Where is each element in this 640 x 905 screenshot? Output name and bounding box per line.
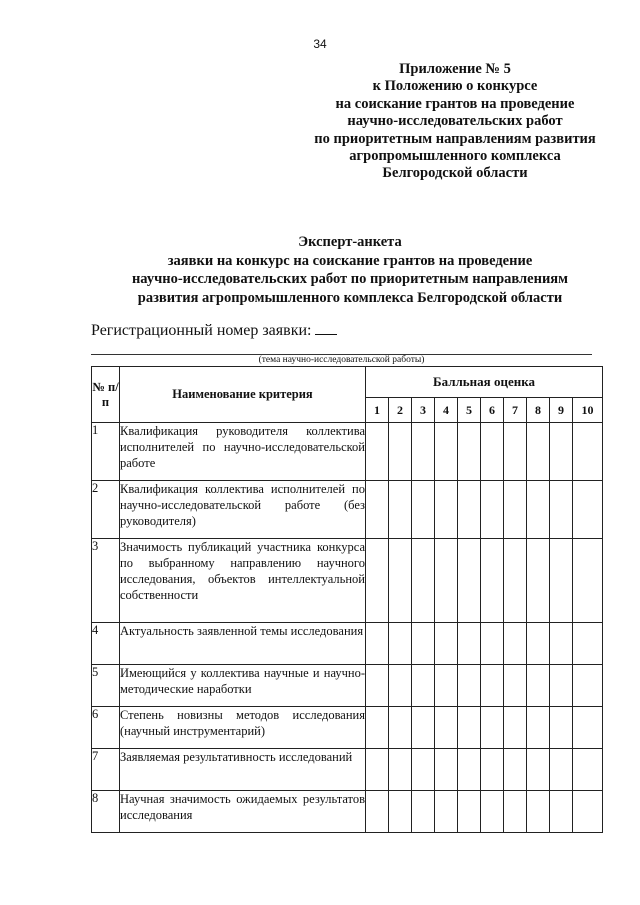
- appendix-line: Белгородской области: [382, 165, 528, 182]
- score-cell[interactable]: [366, 707, 389, 749]
- score-cell[interactable]: [481, 623, 504, 665]
- score-cell[interactable]: [412, 749, 435, 791]
- score-cell[interactable]: [389, 707, 412, 749]
- score-cell[interactable]: [458, 665, 481, 707]
- score-cell[interactable]: [527, 749, 550, 791]
- appendix-line: по приоритетным направлениям развития: [314, 130, 596, 147]
- score-cell[interactable]: [412, 791, 435, 833]
- score-cell[interactable]: [504, 481, 527, 539]
- title-line: развития агропромышленного комплекса Белгородской области: [137, 289, 563, 306]
- header-criterion: Наименование критерия: [120, 367, 366, 423]
- registration-blank[interactable]: [315, 320, 337, 335]
- score-cell[interactable]: [481, 481, 504, 539]
- score-cell[interactable]: [412, 665, 435, 707]
- theme-caption: (тема научно-исследовательской работы): [258, 355, 425, 365]
- table-row: [92, 791, 603, 833]
- title-line: Эксперт-анкета: [298, 234, 402, 250]
- score-cell[interactable]: [435, 623, 458, 665]
- score-cell[interactable]: [435, 791, 458, 833]
- score-cell[interactable]: [504, 423, 527, 481]
- score-cell[interactable]: [389, 623, 412, 665]
- score-cell[interactable]: [435, 481, 458, 539]
- row-criterion: Степень новизны методов исследования (научный инструментарий): [120, 707, 366, 749]
- table-row: [92, 539, 603, 623]
- row-criterion: Имеющийся у коллектива научные и научно-методические наработки: [120, 665, 366, 707]
- score-cell[interactable]: [550, 623, 573, 665]
- table-row: [92, 665, 603, 707]
- score-cell[interactable]: [573, 791, 603, 833]
- score-cell[interactable]: [527, 707, 550, 749]
- row-criterion: Научная значимость ожидаемых результатов исследования: [120, 791, 366, 833]
- page-number: 34: [313, 37, 327, 51]
- score-cell[interactable]: [366, 665, 389, 707]
- score-cell[interactable]: [458, 423, 481, 481]
- title-line: научно-исследовательских работ по приоритетным направлениям: [131, 271, 569, 288]
- score-cell[interactable]: [573, 423, 603, 481]
- table-row: [92, 707, 603, 749]
- score-cell[interactable]: [389, 665, 412, 707]
- document-title: [70, 233, 630, 307]
- score-cell[interactable]: [504, 539, 527, 623]
- score-cell[interactable]: [481, 665, 504, 707]
- score-cell[interactable]: [412, 481, 435, 539]
- title-line: заявки на конкурс на соискание грантов на проведение: [167, 252, 533, 269]
- score-column-header: 9: [550, 398, 573, 423]
- score-cell[interactable]: [504, 707, 527, 749]
- row-number: 7: [92, 749, 120, 791]
- score-cell[interactable]: [550, 539, 573, 623]
- score-column-header: 7: [504, 398, 527, 423]
- score-column-header: 2: [389, 398, 412, 423]
- header-score: Балльная оценка: [366, 367, 603, 398]
- score-cell[interactable]: [504, 749, 527, 791]
- score-cell[interactable]: [550, 707, 573, 749]
- row-criterion: Значимость публикаций участника конкурса по выбранному направлению научного исследования, объектов интеллектуальной собственности: [120, 539, 366, 623]
- row-criterion: Квалификация руководителя коллектива исполнителей по научно-исследовательской работе: [120, 423, 366, 481]
- score-cell[interactable]: [458, 791, 481, 833]
- score-cell[interactable]: [527, 423, 550, 481]
- score-cell[interactable]: [527, 623, 550, 665]
- score-cell[interactable]: [458, 707, 481, 749]
- score-cell[interactable]: [366, 791, 389, 833]
- score-cell[interactable]: [504, 791, 527, 833]
- score-cell[interactable]: [389, 539, 412, 623]
- score-cell[interactable]: [550, 481, 573, 539]
- registration-label: Регистрационный номер заявки:: [91, 322, 312, 339]
- score-cell[interactable]: [527, 539, 550, 623]
- score-cell[interactable]: [527, 791, 550, 833]
- score-cell[interactable]: [481, 707, 504, 749]
- row-criterion: Заявляемая результативность исследований: [120, 749, 366, 791]
- table-row: [92, 423, 603, 481]
- score-cell[interactable]: [389, 791, 412, 833]
- score-cell[interactable]: [573, 665, 603, 707]
- score-cell[interactable]: [481, 791, 504, 833]
- score-column-header: 3: [412, 398, 435, 423]
- row-number: 5: [92, 665, 120, 707]
- score-cell[interactable]: [527, 481, 550, 539]
- score-column-header: 8: [527, 398, 550, 423]
- score-cell[interactable]: [435, 707, 458, 749]
- score-cell[interactable]: [458, 539, 481, 623]
- appendix-line: Приложение № 5: [399, 61, 511, 77]
- score-cell[interactable]: [458, 749, 481, 791]
- criteria-table: [91, 366, 603, 833]
- score-cell[interactable]: [527, 665, 550, 707]
- score-cell[interactable]: [412, 423, 435, 481]
- appendix-line: к Положению о конкурсе: [372, 78, 538, 95]
- score-cell[interactable]: [412, 539, 435, 623]
- score-cell[interactable]: [504, 665, 527, 707]
- score-cell[interactable]: [481, 749, 504, 791]
- score-cell[interactable]: [435, 423, 458, 481]
- row-number: 4: [92, 623, 120, 665]
- score-column-header: 5: [458, 398, 481, 423]
- score-cell[interactable]: [573, 623, 603, 665]
- score-cell[interactable]: [435, 539, 458, 623]
- score-cell[interactable]: [389, 749, 412, 791]
- header-number: № п/п: [92, 367, 120, 423]
- row-number: 6: [92, 707, 120, 749]
- row-number: 8: [92, 791, 120, 833]
- score-cell[interactable]: [573, 707, 603, 749]
- score-column-header: 10: [573, 398, 603, 423]
- score-cell[interactable]: [550, 749, 573, 791]
- score-cell[interactable]: [504, 623, 527, 665]
- score-cell[interactable]: [550, 791, 573, 833]
- row-criterion: Квалификация коллектива исполнителей по научно-исследовательской работе (без руководителя): [120, 481, 366, 539]
- score-cell[interactable]: [481, 423, 504, 481]
- score-cell[interactable]: [573, 539, 603, 623]
- table-row: [92, 749, 603, 791]
- score-cell[interactable]: [389, 423, 412, 481]
- row-criterion: Актуальность заявленной темы исследования: [120, 623, 366, 665]
- appendix-line: агропромышленного комплекса: [349, 148, 561, 165]
- score-cell[interactable]: [366, 749, 389, 791]
- registration-number-field: [91, 320, 337, 340]
- score-cell[interactable]: [458, 623, 481, 665]
- score-cell[interactable]: [550, 423, 573, 481]
- table-row: [92, 623, 603, 665]
- score-column-header: 4: [435, 398, 458, 423]
- appendix-heading: [280, 61, 630, 183]
- score-cell[interactable]: [366, 481, 389, 539]
- score-cell[interactable]: [435, 665, 458, 707]
- row-number: 3: [92, 539, 120, 623]
- score-cell[interactable]: [366, 539, 389, 623]
- score-cell[interactable]: [481, 539, 504, 623]
- score-cell[interactable]: [573, 749, 603, 791]
- table-row: [92, 481, 603, 539]
- row-number: 2: [92, 481, 120, 539]
- score-cell[interactable]: [366, 423, 389, 481]
- score-cell[interactable]: [458, 481, 481, 539]
- score-cell[interactable]: [550, 665, 573, 707]
- score-cell[interactable]: [389, 481, 412, 539]
- score-cell[interactable]: [366, 623, 389, 665]
- row-number: 1: [92, 423, 120, 481]
- score-column-header: 1: [366, 398, 389, 423]
- score-column-header: 6: [481, 398, 504, 423]
- score-cell[interactable]: [412, 623, 435, 665]
- appendix-line: на соискание грантов на проведение: [335, 95, 575, 112]
- score-cell[interactable]: [412, 707, 435, 749]
- score-cell[interactable]: [573, 481, 603, 539]
- score-cell[interactable]: [435, 749, 458, 791]
- appendix-line: научно-исследовательских работ: [347, 113, 563, 130]
